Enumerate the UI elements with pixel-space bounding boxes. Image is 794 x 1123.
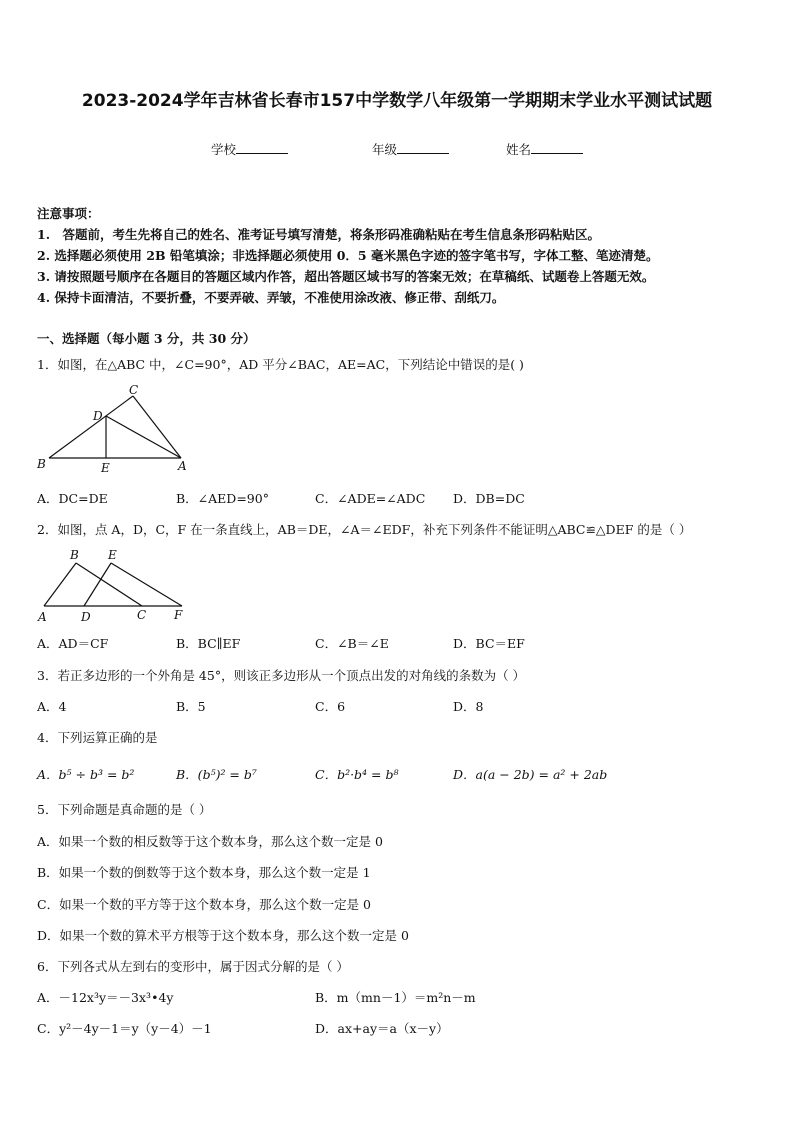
school-label: 学校 — [211, 142, 237, 157]
q6-stem: 6．下列各式从左到右的变形中，属于因式分解的是（ ） — [37, 959, 349, 974]
q4-option-a[interactable]: A．b⁵ ÷ b³ = b² — [37, 767, 135, 782]
q1-option-a[interactable]: A．DC=DE — [37, 491, 108, 506]
label-B: B — [70, 548, 79, 562]
q2-option-b[interactable]: B．BC∥EF — [176, 636, 241, 651]
label-A: A — [178, 459, 187, 473]
q1-figure — [34, 380, 199, 475]
q5-option-b[interactable]: B．如果一个数的倒数等于这个数本身，那么这个数一定是 1 — [37, 865, 371, 880]
q1-option-b[interactable]: B．∠AED=90° — [176, 491, 269, 506]
name-label: 姓名 — [506, 142, 532, 157]
q5-option-d[interactable]: D．如果一个数的算术平方根等于这个数本身，那么这个数一定是 0 — [37, 928, 409, 943]
q6-option-a[interactable]: A．－12x³y＝－3x³•4y — [37, 990, 174, 1005]
q5-stem: 5．下列命题是真命题的是（ ） — [37, 802, 212, 817]
grade-blank[interactable] — [397, 141, 449, 154]
note-item-4: 4. 保持卡面清洁，不要折叠，不要弄破、弄皱，不准使用涂改液、修正带、刮纸刀。 — [37, 290, 505, 305]
q3-stem: 3．若正多边形的一个外角是 45°，则该正多边形从一个顶点出发的对角线的条数为（ ） — [37, 668, 526, 683]
segment-BC — [49, 396, 133, 458]
q6-option-b[interactable]: B．m（mn－1）＝m²n－m — [315, 990, 476, 1005]
segment-CA — [133, 396, 181, 458]
segment-AB — [44, 563, 76, 606]
q3-option-d[interactable]: D．8 — [453, 699, 484, 714]
q2-figure — [34, 545, 194, 625]
q2-option-d[interactable]: D．BC＝EF — [453, 636, 525, 651]
q2-stem: 2．如图，点 A，D，C，F 在一条直线上，AB＝DE，∠A＝∠EDF，补充下列条件不能证明△ABC≌△DEF 的是（ ） — [37, 522, 692, 537]
name-blank[interactable] — [531, 141, 583, 154]
q1-option-c[interactable]: C．∠ADE=∠ADC — [315, 491, 426, 506]
label-D: D — [93, 409, 103, 423]
note-item-2: 2. 选择题必须使用 2B 铅笔填涂；非选择题必须使用 0．5 毫米黑色字迹的签字笔书写，字体工整、笔迹清楚。 — [37, 248, 659, 263]
label-E: E — [101, 461, 110, 475]
q1-option-d[interactable]: D．DB=DC — [453, 491, 525, 506]
note-item-3: 3. 请按照题号顺序在各题目的答题区域内作答，超出答题区域书写的答案无效；在草稿纸、试题卷上答题无效。 — [37, 269, 655, 284]
notes-heading: 注意事项： — [37, 206, 100, 221]
segment-DE — [84, 563, 111, 606]
label-D: D — [81, 610, 91, 624]
q5-option-c[interactable]: C．如果一个数的平方等于这个数本身，那么这个数一定是 0 — [37, 897, 371, 912]
q3-option-b[interactable]: B．5 — [176, 699, 206, 714]
q2-option-c[interactable]: C．∠B＝∠E — [315, 636, 389, 651]
grade-label: 年级 — [372, 142, 398, 157]
label-C: C — [129, 383, 139, 397]
segment-BC — [76, 563, 142, 606]
q3-option-c[interactable]: C．6 — [315, 699, 346, 714]
q4-option-d[interactable]: D．a(a − 2b) = a² + 2ab — [453, 767, 608, 782]
q2-option-a[interactable]: A．AD＝CF — [37, 636, 109, 651]
note-item-1: 1. 答题前，考生先将自己的姓名、准考证号填写清楚，将条形码准确粘贴在考生信息条形码粘贴区。 — [37, 227, 601, 242]
q1-stem: 1．如图，在△ABC 中，∠C=90°，AD 平分∠BAC，AE=AC，下列结论中错误的是( ) — [37, 357, 524, 372]
grade-field[interactable] — [372, 140, 449, 158]
q4-option-c[interactable]: C．b²·b⁴ = b⁸ — [315, 767, 399, 782]
q4-option-b[interactable]: B．(b⁵)² = b⁷ — [176, 767, 257, 782]
label-B: B — [37, 457, 46, 471]
q3-option-a[interactable]: A．4 — [37, 699, 67, 714]
label-F: F — [174, 608, 183, 622]
q4-stem: 4．下列运算正确的是 — [37, 730, 158, 745]
label-A: A — [38, 610, 47, 624]
page-title: 2023-2024学年吉林省长春市157中学数学八年级第一学期期末学业水平测试试题 — [81, 91, 713, 111]
label-C: C — [137, 608, 147, 622]
school-field[interactable] — [211, 140, 288, 158]
q6-option-c[interactable]: C．y²－4y－1＝y（y－4）－1 — [37, 1021, 212, 1036]
segment-EF — [111, 563, 182, 606]
school-blank[interactable] — [236, 141, 288, 154]
q6-option-d[interactable]: D．ax+ay＝a（x－y） — [315, 1021, 449, 1036]
segment-DA — [106, 416, 181, 458]
name-field[interactable] — [506, 140, 583, 158]
section-heading: 一、选择题（每小题 3 分，共 30 分） — [37, 331, 256, 346]
label-E: E — [108, 548, 117, 562]
q5-option-a[interactable]: A．如果一个数的相反数等于这个数本身，那么这个数一定是 0 — [37, 834, 383, 849]
